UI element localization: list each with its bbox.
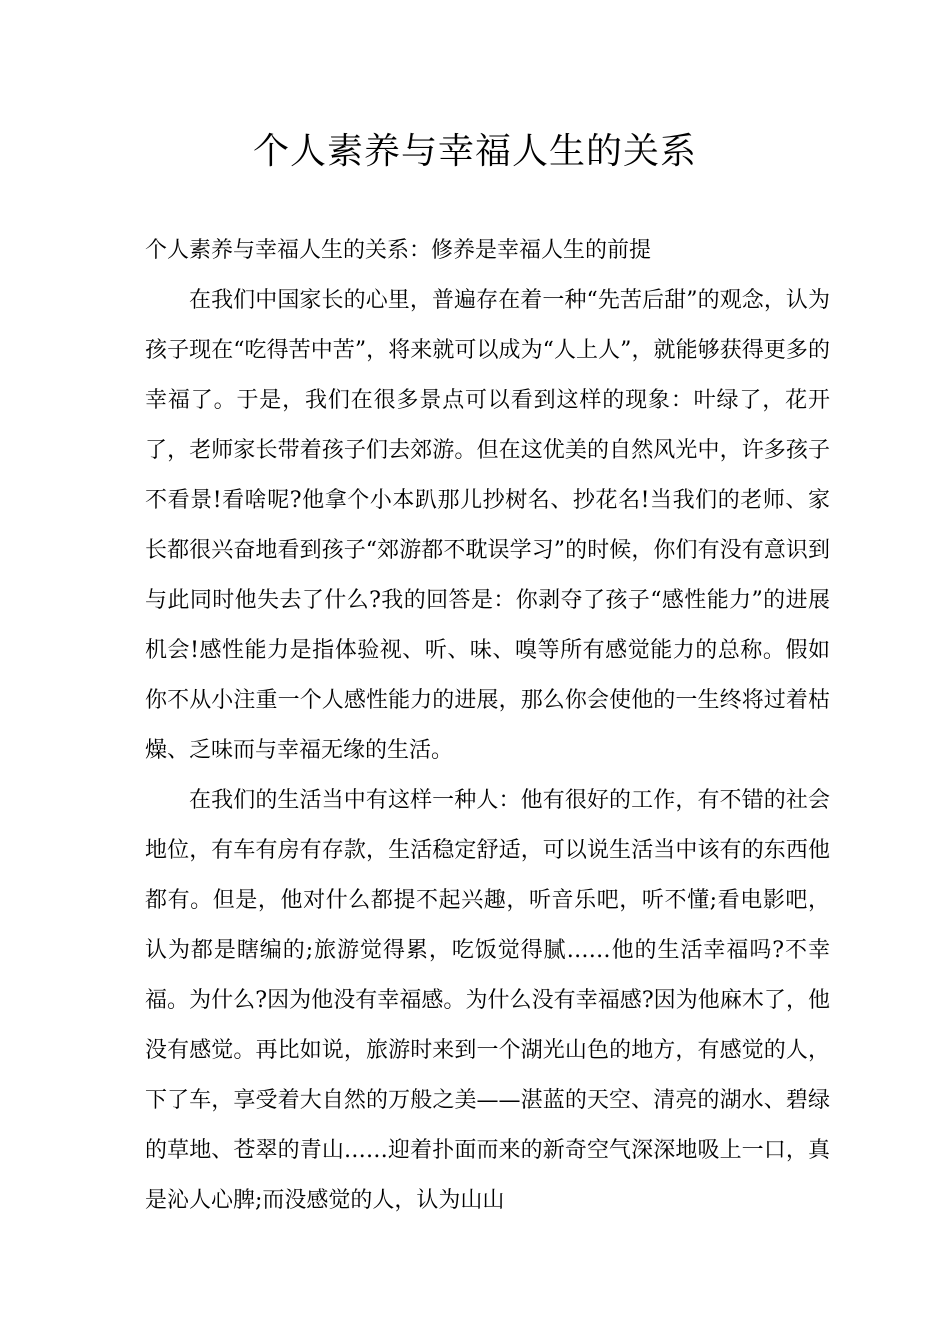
paragraph: 在我们的生活当中有这样一种人：他有很好的工作，有不错的社会地位，有车有房有存款，生活稳定舒适，可以说生活当中该有的东西他都有。但是，他对什么都提不起兴趣，听音乐吧，听不懂;看电影吧，认为都是瞎编的;旅游觉得累，吃饭觉得腻……他的生活幸福吗?不幸福。为什么?因为他没有幸福感。为什么没有幸福感?因为他麻木了，他没有感觉。再比如说，旅游时来到一个湖光山色的地方，有感觉的人，下了车，享受着大自然的万般之美——湛蓝的天空、清亮的湖水、碧绿的草地、苍翠的青山……迎着扑面而来的新奇空气深深地吸上一口，真是沁人心脾;而没感觉的人，认为山山 <box>145 788 830 1213</box>
document-body <box>145 226 830 1226</box>
document-subtitle: 个人素养与幸福人生的关系：修养是幸福人生的前提 <box>145 238 652 263</box>
paragraph: 在我们中国家长的心里，普遍存在着一种“先苦后甜”的观念，认为孩子现在“吃得苦中苦”，将来就可以成为“人上人”，就能够获得更多的幸福了。于是，我们在很多景点可以看到这样的现象：叶绿了，花开了，老师家长带着孩子们去郊游。但在这优美的自然风光中，许多孩子不看景!看啥呢?他拿个小本趴那儿抄树名、抄花名!当我们的老师、家长都很兴奋地看到孩子“郊游都不耽误学习”的时候，你们有没有意识到与此同时他失去了什么?我的回答是：你剥夺了孩子“感性能力”的进展机会!感性能力是指体验视、听、味、嗅等所有感觉能力的总称。假如你不从小注重一个人感性能力的进展，那么你会使他的一生终将过着枯燥、乏味而与幸福无缘的生活。 <box>145 288 830 763</box>
document-title: 个人素养与幸福人生的关系 <box>252 131 697 172</box>
